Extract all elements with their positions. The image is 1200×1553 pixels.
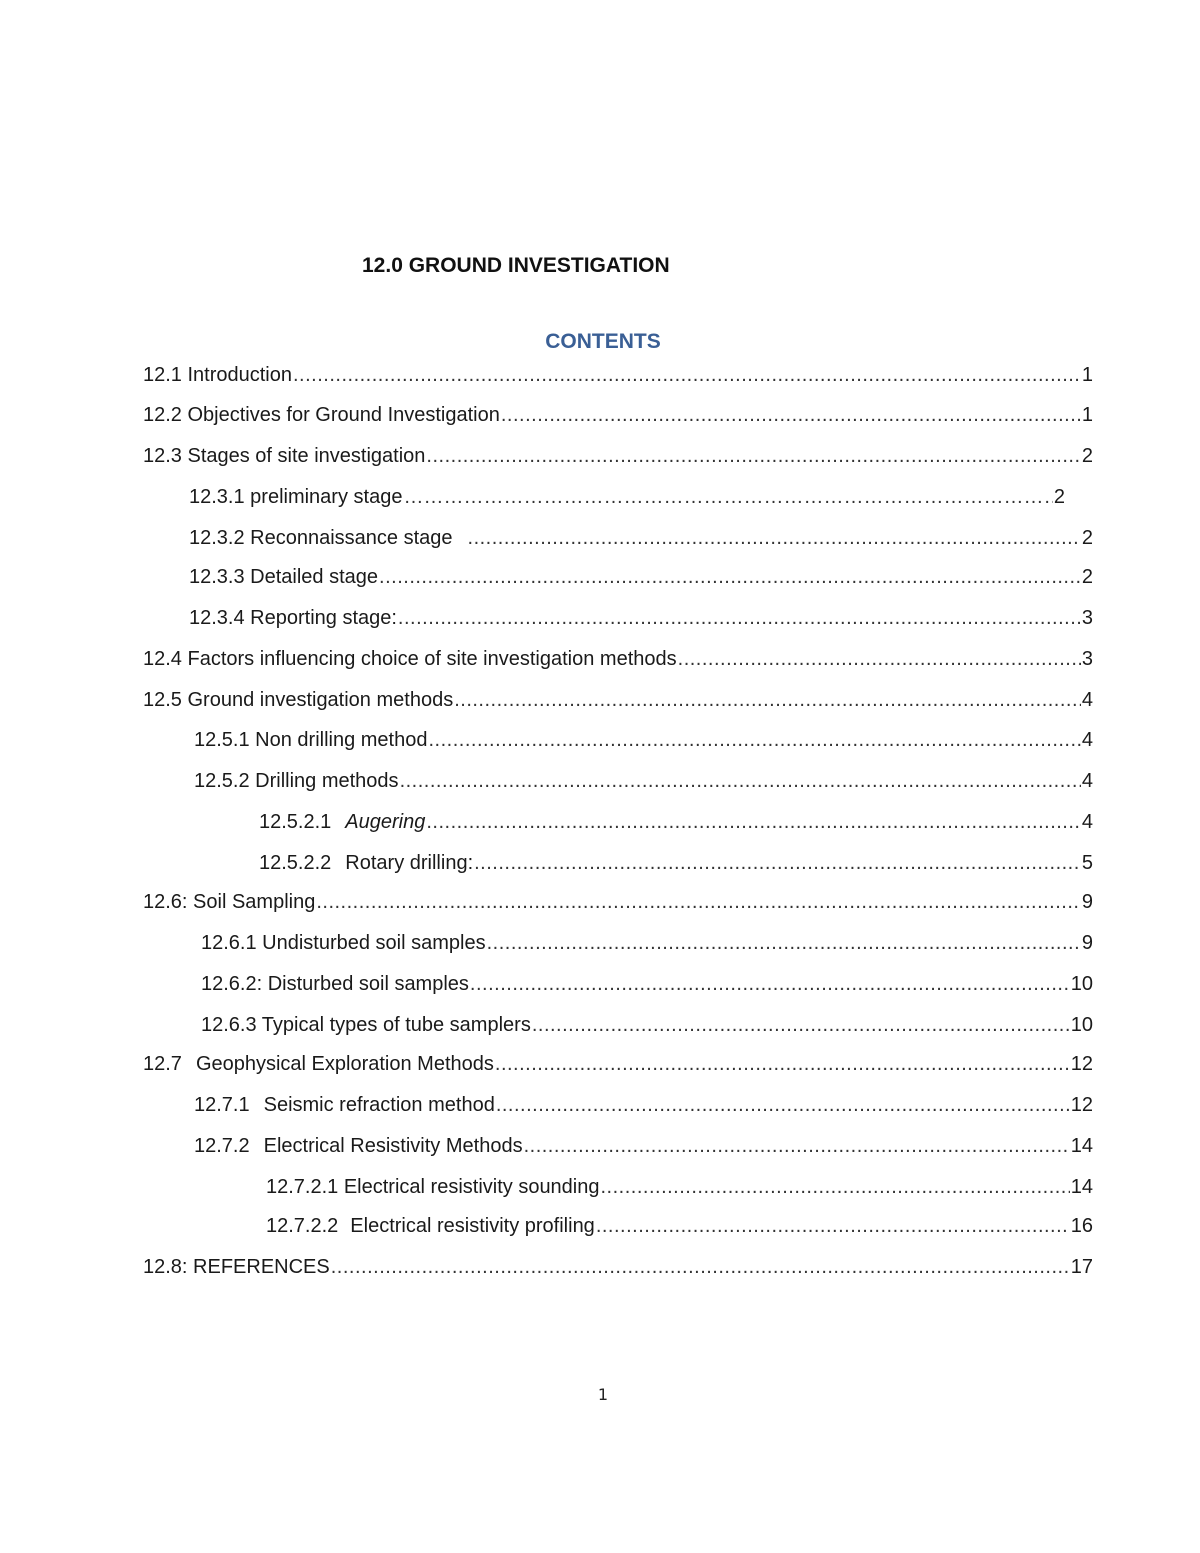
toc-entry[interactable] [189,563,1093,591]
toc-entry-label: 12.5 Ground investigation methods [143,689,454,711]
toc-dot-leader [496,1091,1070,1119]
toc-entry-label: 12.7.2.1 Electrical resistivity sounding [266,1176,600,1198]
toc-entry-label [259,808,425,836]
toc-entry-page: 4 [1081,729,1093,751]
toc-entry-page: 14 [1070,1176,1093,1198]
toc-dot-leader [532,1011,1070,1039]
toc-entry[interactable] [259,808,1093,836]
toc-entry-page: 3 [1081,648,1093,670]
toc-entry-page: 2 [1053,486,1065,508]
toc-entry-label [194,1132,523,1160]
toc-entry-number: 12.5.2.1 [259,811,332,833]
contents-heading: CONTENTS [545,330,661,353]
toc-entry-label: 12.1 Introduction [143,364,292,386]
toc-entry[interactable] [194,1091,1093,1119]
toc-dot-leader [601,1173,1070,1201]
toc-entry-label: 12.6.2: Disturbed soil samples [201,973,469,995]
toc-entry-title: Seismic refraction method [263,1094,495,1116]
toc-dot-leader [403,483,1052,511]
toc-entry-number: 12.5.2.2 [259,852,332,874]
toc-entry-page: 4 [1081,770,1093,792]
toc-entry-title: Rotary drilling: [345,852,474,874]
toc-entry-label: 12.4 Factors influencing choice of site investigation methods [143,648,677,670]
toc-dot-leader [379,563,1081,591]
toc-entry-page: 5 [1081,852,1093,874]
toc-entry[interactable] [143,361,1093,389]
toc-entry-page: 16 [1070,1215,1093,1237]
toc-entry[interactable] [194,1132,1093,1160]
toc-entry-label: 12.6: Soil Sampling [143,891,316,913]
toc-entry-title: Augering [345,811,426,833]
toc-dot-leader [293,361,1081,389]
toc-entry[interactable] [143,442,1093,470]
toc-entry-label [259,849,473,877]
toc-entry[interactable] [259,849,1093,877]
toc-entry[interactable] [194,767,1093,795]
toc-dot-leader [331,1253,1070,1281]
toc-entry-page: 2 [1081,445,1093,467]
toc-entry-title: Geophysical Exploration Methods [195,1053,494,1075]
toc-entry[interactable] [201,1011,1093,1039]
toc-entry-number: 12.7 [143,1053,182,1075]
toc-entry-number: 12.7.2 [194,1135,250,1157]
toc-entry-number: 12.7.1 [194,1094,250,1116]
toc-entry-page: 2 [1081,527,1093,549]
toc-entry-label: 12.3.1 preliminary stage [189,486,403,508]
toc-entry-title: Electrical Resistivity Methods [263,1135,523,1157]
toc-entry[interactable] [189,524,1093,552]
toc-entry[interactable] [189,483,1065,511]
toc-entry-label [194,1091,495,1119]
toc-entry-page: 4 [1081,811,1093,833]
toc-entry[interactable] [143,645,1093,673]
toc-entry[interactable] [143,1050,1093,1078]
toc-dot-leader [495,1050,1070,1078]
toc-dot-leader [426,808,1081,836]
toc-entry[interactable] [266,1173,1093,1201]
toc-entry[interactable] [201,929,1093,957]
toc-entry[interactable] [266,1212,1093,1240]
toc-entry-page: 1 [1081,404,1093,426]
toc-entry-page: 4 [1081,689,1093,711]
toc-entry-page: 2 [1081,566,1093,588]
toc-dot-leader [454,686,1081,714]
toc-entry-title: Electrical resistivity profiling [350,1215,595,1237]
toc-dot-leader [678,645,1081,673]
toc-entry[interactable] [201,970,1093,998]
toc-entry-label [266,1212,595,1240]
toc-dot-leader [501,401,1081,429]
toc-dot-leader [426,442,1080,470]
toc-entry[interactable] [143,401,1093,429]
toc-dot-leader [468,524,1081,552]
toc-dot-leader [470,970,1070,998]
toc-entry-page: 17 [1070,1256,1093,1278]
toc-entry-page: 10 [1070,973,1093,995]
toc-dot-leader [474,849,1081,877]
toc-entry-label: 12.6.3 Typical types of tube samplers [201,1014,531,1036]
toc-entry-label: 12.8: REFERENCES [143,1256,330,1278]
toc-entry-label: 12.2 Objectives for Ground Investigation [143,404,500,426]
toc-entry-label: 12.3.4 Reporting stage: [189,607,397,629]
toc-dot-leader [400,767,1081,795]
toc-dot-leader [428,726,1080,754]
toc-entry-page: 9 [1081,932,1093,954]
page-number: 1 [597,1385,609,1404]
toc-entry-label: 12.3.3 Detailed stage [189,566,379,588]
toc-entry-label [143,1050,494,1078]
toc-entry[interactable] [189,604,1093,632]
toc-entry-label: 12.5.1 Non drilling method [194,729,428,751]
toc-dot-leader [524,1132,1070,1160]
toc-entry-page: 12 [1070,1094,1093,1116]
toc-dot-leader [487,929,1081,957]
toc-entry-page: 1 [1081,364,1093,386]
toc-entry-page: 9 [1081,891,1093,913]
toc-entry-label: 12.6.1 Undisturbed soil samples [201,932,486,954]
toc-entry-page: 10 [1070,1014,1093,1036]
toc-entry-page: 14 [1070,1135,1093,1157]
toc-entry-page: 12 [1070,1053,1093,1075]
toc-entry-label: 12.3 Stages of site investigation [143,445,426,467]
toc-dot-leader [596,1212,1070,1240]
toc-entry-label: 12.3.2 Reconnaissance stage [189,527,453,549]
toc-entry-page: 3 [1081,607,1093,629]
toc-entry[interactable] [143,1253,1093,1281]
toc-dot-leader [316,888,1081,916]
toc-dot-leader [398,604,1081,632]
toc-entry[interactable] [143,888,1093,916]
toc-entry[interactable] [143,686,1093,714]
toc-entry-number: 12.7.2.2 [266,1215,339,1237]
document-title: 12.0 GROUND INVESTIGATION [362,254,670,277]
toc-entry-label: 12.5.2 Drilling methods [194,770,399,792]
toc-entry[interactable] [194,726,1093,754]
